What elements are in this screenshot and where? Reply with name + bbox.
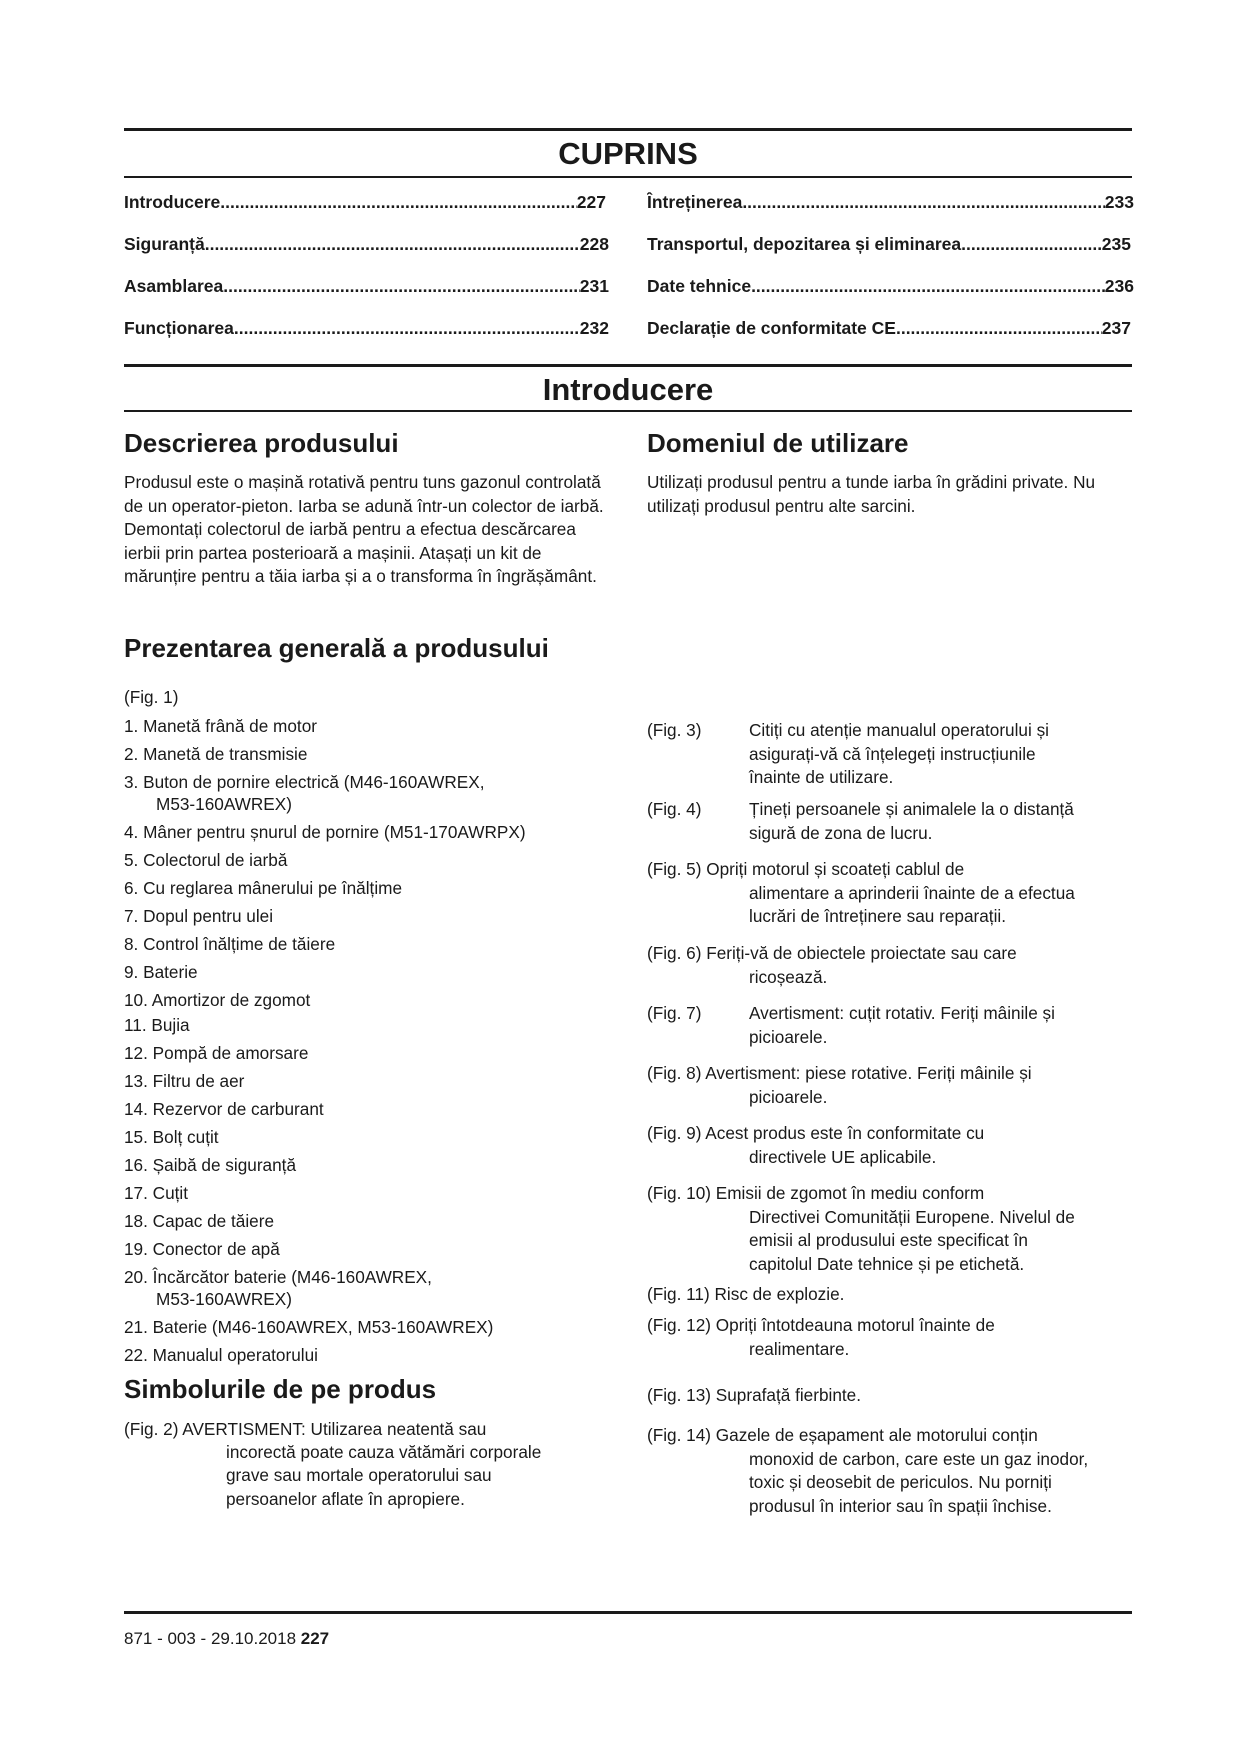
figure-text-line: capitolul Date tehnice și pe etichetă. [749,1253,1025,1274]
toc-entry-siguranta[interactable]: Siguranță ..... 228 [124,234,609,255]
figure-text-line: lucrări de întreținere sau reparații. [749,906,1006,926]
figure-label: (Fig. 8) Avertisment: piese rotative. Feriți mâinile și [647,1063,1032,1083]
list-item: 22. Manualul operatorului [124,1345,318,1365]
intro-title: Introducere [542,372,714,407]
list-item: 9. Baterie [124,962,198,982]
figure-text-line: emisii al produsului este specificat în [749,1230,1028,1250]
cuprins-title: CUPRINS [558,136,698,171]
figure-label: (Fig. 11) Risc de explozie. [647,1284,845,1304]
fig2-line: persoanelor aflate în apropiere. [226,1489,465,1509]
list-item: 21. Baterie (M46-160AWREX, M53-160AWREX) [124,1317,494,1337]
list-item-continued: M53-160AWREX) [156,1289,292,1309]
domeniu-text: Utilizați produsul pentru a tunde iarba în grădini private. Nu utilizați produsul pentru alte sarcini. [647,472,1096,516]
list-item: 17. Cuțit [124,1183,189,1203]
domeniu-heading: Domeniul de utilizare [647,428,909,458]
fig2-line: grave sau mortale operatorului sau [226,1465,492,1485]
page-number: 227 [300,1629,330,1648]
list-item: 11. Bujia [124,1015,190,1035]
figure-text-line: Directivei Comunității Europene. Nivelul de [749,1206,1075,1227]
figure-text-line: Avertisment: cuțit rotativ. Feriți mâinile și [749,1003,1055,1023]
figure-text-line: sigură de zona de lucru. [749,822,933,843]
figure-label: (Fig. 9) Acest produs este în conformitate cu [647,1123,985,1143]
figure-text-line: alimentare a aprinderii înainte de a efectua [749,882,1075,903]
prezentare-fig-ref: (Fig. 1) [124,687,179,707]
toc-entry-declaratie[interactable]: Declarație de conformitate CE ..... 237 [647,318,1131,339]
list-item: 10. Amortizor de zgomot [124,990,311,1010]
top-rule [124,128,1132,131]
intro-rule [124,410,1132,412]
list-item: 1. Manetă frână de motor [124,716,317,736]
list-item: 20. Încărcător baterie (M46-160AWREX, [124,1267,432,1287]
toc-entry-asamblarea[interactable]: Asamblarea ..... 231 [124,276,609,297]
list-item: 2. Manetă de transmisie [124,744,308,764]
figure-label: (Fig. 7) [647,1003,702,1023]
figure-label: (Fig. 10) Emisii de zgomot în mediu conform [647,1183,985,1203]
intro-top-rule [124,364,1132,367]
figure-text-line: Țineți persoanele și animalele la o distanță [749,799,1074,819]
descriere-heading: Descrierea produsului [124,428,399,458]
figure-text-line: produsul în interior sau în spații închise. [749,1495,1052,1516]
list-item: 5. Colectorul de iarbă [124,850,288,870]
toc-entry-intretinerea[interactable]: Întreținerea ..... 233 [647,192,1134,213]
figure-label: (Fig. 13) Suprafață fierbinte. [647,1385,861,1405]
fig2-line: incorectă poate cauza vătămări corporale [226,1442,542,1462]
list-item: 14. Rezervor de carburant [124,1099,324,1119]
list-item: 15. Bolț cuțit [124,1127,219,1147]
figure-text-line: monoxid de carbon, care este un gaz inodor, [749,1448,1089,1469]
figure-label: (Fig. 14) Gazele de eșapament ale motorului conțin [647,1425,1038,1445]
list-item: 18. Capac de tăiere [124,1211,275,1231]
list-item: 8. Control înălțime de tăiere [124,934,336,954]
figure-text-line: asigurați-vă că înțelegeți instrucțiunile [749,743,1036,764]
footer-rule [124,1611,1132,1614]
list-item: 13. Filtru de aer [124,1071,245,1091]
figure-label: (Fig. 12) Opriți întotdeauna motorul înainte de [647,1315,995,1335]
toc-entry-introducere[interactable]: Introducere ..... 227 [124,192,606,213]
list-item: 3. Buton de pornire electrică (M46-160AWREX, [124,772,485,792]
prezentare-heading: Prezentarea generală a produsului [124,633,549,663]
list-item: 16. Șaibă de siguranță [124,1155,297,1175]
list-item: 7. Dopul pentru ulei [124,906,274,926]
cuprins-rule [124,176,1132,178]
toc-entry-transportul[interactable]: Transportul, depozitarea și eliminarea ..... 235 [647,234,1131,255]
page-footer [124,1629,329,1649]
figure-text-line: picioarele. [749,1086,828,1107]
figure-text-line: ricoșează. [749,966,828,987]
figure-text-line: Citiți cu atenție manualul operatorului și [749,720,1049,740]
figure-label: (Fig. 3) [647,720,702,740]
figure-text-line: toxic și deosebit de periculos. Nu porniți [749,1472,1052,1492]
figure-label: (Fig. 6) Feriți-vă de obiectele proiectate sau care [647,943,1017,963]
figure-text-line: picioarele. [749,1026,828,1047]
simboluri-heading: Simbolurile de pe produs [124,1374,437,1404]
list-item: 12. Pompă de amorsare [124,1043,309,1063]
list-item: 19. Conector de apă [124,1239,280,1259]
list-item-continued: M53-160AWREX) [156,794,292,814]
figure-label: (Fig. 4) [647,799,702,819]
toc-entry-functionarea[interactable]: Funcționarea ..... 232 [124,318,609,339]
descriere-text: Produsul este o mașină rotativă pentru tuns gazonul controlată de un operator-pieton. Iarba se adună într-un colector de iarbă. Demontați colectorul de iarbă pentru a efectua descărcarea ierbii prin partea posterioară a mașinii. Atașați un kit de mărunțire pentru a tăia iarba și a o transforma în îngrășământ. [124,472,604,586]
figure-label: (Fig. 5) Opriți motorul și scoateți cablul de [647,859,965,879]
figure-text-line: înainte de utilizare. [749,767,894,787]
footer-code: 871 - 003 - 29.10.2018 [124,1629,301,1648]
figure-text-line: realimentare. [749,1338,850,1359]
fig2-label: (Fig. 2) AVERTISMENT: Utilizarea neatentă sau [124,1419,487,1439]
list-item: 6. Cu reglarea mânerului pe înălțime [124,878,403,898]
toc-entry-date-tehnice[interactable]: Date tehnice ..... 236 [647,276,1134,297]
figure-text-line: directivele UE aplicabile. [749,1146,937,1167]
list-item: 4. Mâner pentru șnurul de pornire (M51-170AWRPX) [124,822,526,842]
